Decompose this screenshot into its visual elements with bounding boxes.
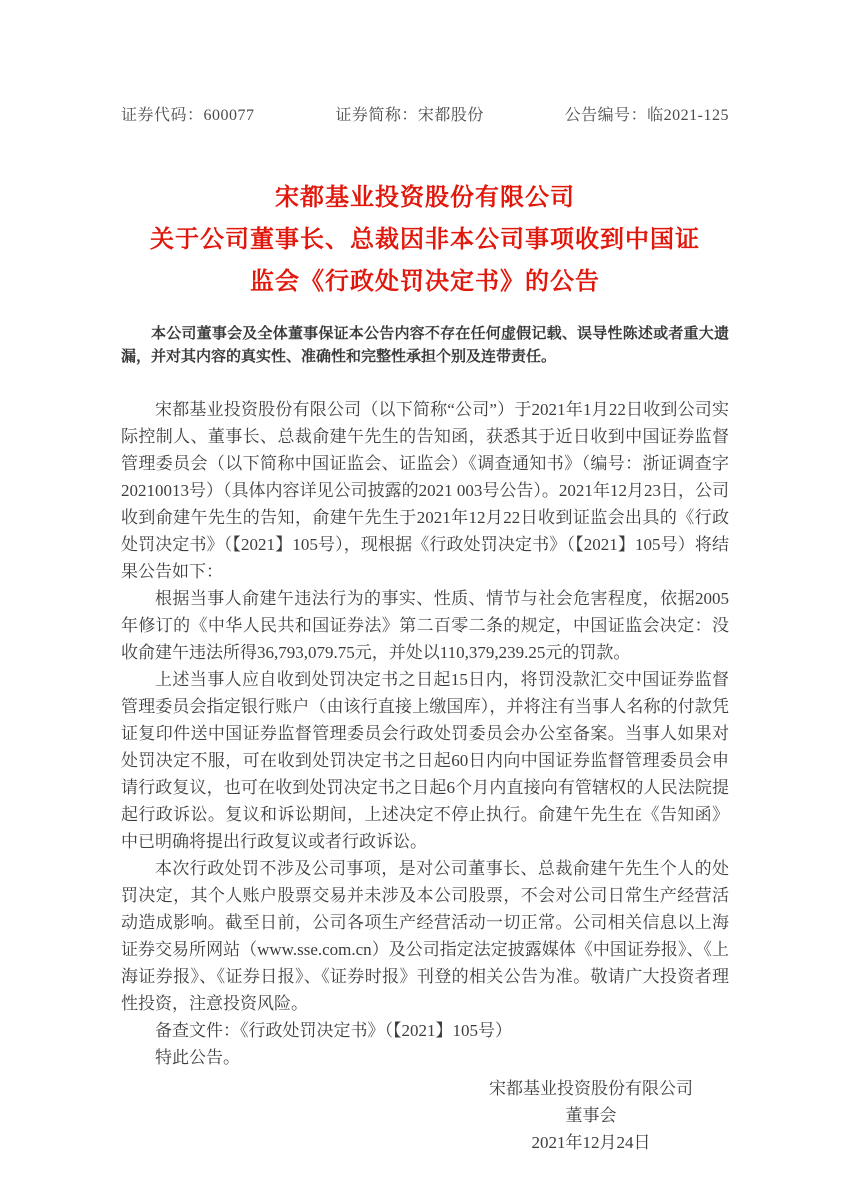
signature-company: 宋都基业投资股份有限公司 [489, 1079, 693, 1098]
announcement-body [121, 396, 729, 1071]
header-row [121, 102, 729, 125]
signature-date: 2021年12月24日 [531, 1133, 651, 1152]
board-disclaimer: 本公司董事会及全体董事保证本公告内容不存在任何虚假记载、误导性陈述或者重大遗漏，并对其内容的真实性、准确性和完整性承担个别及连带责任。 [121, 326, 729, 365]
signature-board: 董事会 [565, 1106, 617, 1125]
title-line-subject: 关于公司董事长、总裁因非本公司事项收到中国证 [150, 226, 700, 253]
signature-block [489, 1075, 693, 1156]
title-line-subject-cont: 监会《行政处罚决定书》的公告 [250, 268, 600, 295]
title-line-company: 宋都基业投资股份有限公司 [275, 184, 575, 211]
paragraph-payment-and-appeal: 上述当事人应自收到处罚决定书之日起15日内，将罚没款汇交中国证券监督管理委员会指定银行账户（由该行直接上缴国库），并将注有当事人名称的付款凭证复印件送中国证券监督管理委员会行政处罚委员会办公室备案。当事人如果对处罚决定不服，可在收到处罚决定书之日起60日内向中国证券监督管理委员会申请行政复议，也可在收到处罚决定书之日起6个月内直接向有管辖权的人民法院提起行政诉讼。复议和诉讼期间，上述决定不停止执行。俞建午先生在《告知函》中已明确将提出行政复议或者行政诉讼。 [121, 670, 729, 851]
stock-code: 证券代码：600077 [121, 107, 255, 124]
stock-short-name: 证券简称：宋都股份 [335, 107, 484, 124]
closing-statement: 特此公告。 [155, 1048, 240, 1067]
announcement-title [121, 177, 729, 303]
reference-documents: 备查文件：《行政处罚决定书》（【2021】105号） [155, 1021, 512, 1040]
page-content [121, 0, 729, 1156]
paragraph-impact-statement: 本次行政处罚不涉及公司事项，是对公司董事长、总裁俞建午先生个人的处罚决定，其个人账户股票交易并未涉及本公司股票，不会对公司日常生产经营活动造成影响。截至日前，公司各项生产经营活动一切正常。公司相关信息以上海证券交易所网站（www.sse.com.cn）及公司指定法定披露媒体《中国证券报》、《上海证券报》、《证券日报》、《证券时报》刊登的相关公告为准。敬请广大投资者理性投资，注意投资风险。 [121, 859, 729, 1013]
paragraph-penalty-decision: 根据当事人俞建午违法行为的事实、性质、情节与社会危害程度，依据2005年修订的《中华人民共和国证券法》第二百零二条的规定，中国证监会决定：没收俞建午违法所得36,793,079.75元，并处以110,379,239.25元的罚款。 [121, 589, 729, 662]
announcement-number: 公告编号：临2021-125 [564, 107, 729, 124]
paragraph-notice-received: 宋都基业投资股份有限公司（以下简称“公司”）于2021年1月22日收到公司实际控制人、董事长、总裁俞建午先生的告知函，获悉其于近日收到中国证券监督管理委员会（以下简称中国证监会、证监会）《调查通知书》（编号：浙证调查字20210013号）（具体内容详见公司披露的2021 003号公告）。2021年12月23日，公司收到俞建午先生的告知，俞建午先生于2021年12月22日收到证监会出具的《行政处罚决定书》（【2021】105号），现根据《行政处罚决定书》（【2021】105号）将结果公告如下： [121, 400, 729, 581]
